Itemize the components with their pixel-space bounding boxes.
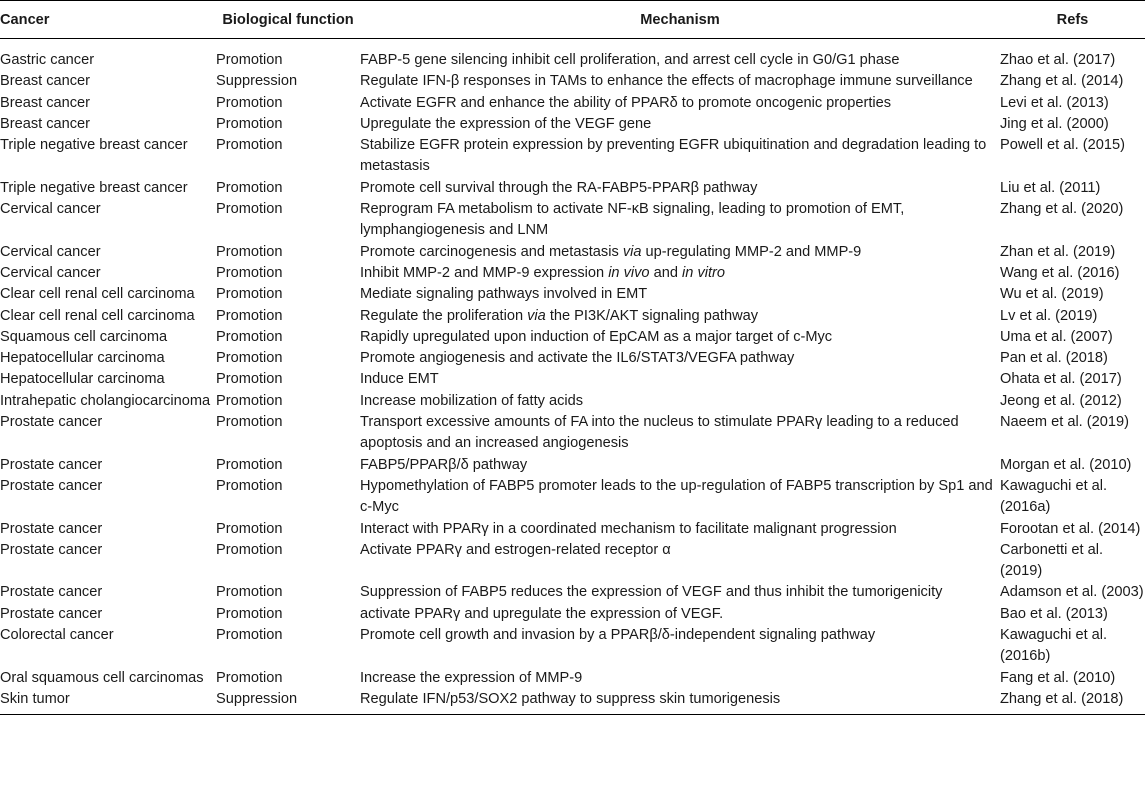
cell-mechanism: Regulate IFN/p53/SOX2 pathway to suppress skin tumorigenesis [360, 689, 1000, 715]
cell-mechanism: Hypomethylation of FABP5 promoter leads to the up-regulation of FABP5 transcription by Sp1 and c-Myc [360, 477, 993, 516]
cell-biological-function: Promotion [216, 94, 283, 111]
table-row [0, 284, 1145, 305]
cell-ref: Zhao et al. (2017) [1000, 52, 1116, 68]
cell-mechanism [360, 263, 1000, 284]
cell-mechanism [360, 306, 1000, 327]
mechanism-text: the PI3K/AKT signaling pathway [545, 307, 759, 324]
table-row [0, 540, 1145, 583]
cell-mechanism: Suppression of FABP5 reduces the expression of VEGF and thus inhibit the tumorigenicity [360, 584, 943, 601]
cell-biological-function: Promotion [216, 392, 283, 409]
mechanism-italic-text: via [527, 307, 546, 324]
mechanism-text: Regulate the proliferation [360, 307, 528, 324]
table-row [0, 391, 1145, 412]
cell-mechanism: Upregulate the expression of the VEGF gene [360, 115, 652, 132]
cell-cancer: Prostate cancer [0, 477, 103, 494]
header-row [0, 1, 1145, 39]
cell-mechanism: Interact with PPARγ in a coordinated mechanism to facilitate malignant progression [360, 520, 897, 537]
cell-ref: Zhan et al. (2019) [1000, 243, 1116, 260]
mechanism-text: and [649, 264, 683, 281]
cell-mechanism: Regulate IFN-β responses in TAMs to enhance the effects of macrophage immune surveillance [360, 73, 973, 90]
table-row [0, 519, 1145, 540]
table-row [0, 263, 1145, 284]
cell-ref: Levi et al. (2013) [1000, 94, 1109, 111]
table-row [0, 412, 1145, 455]
cell-biological-function: Promotion [216, 414, 283, 431]
table-row [0, 306, 1145, 327]
cell-ref: Adamson et al. (2003) [1000, 584, 1144, 601]
cell-cancer: Skin tumor [0, 689, 216, 715]
cell-biological-function: Promotion [216, 477, 283, 494]
cell-ref: Uma et al. (2007) [1000, 328, 1113, 345]
cell-biological-function: Promotion [216, 328, 283, 345]
cell-cancer: Cervical cancer [0, 201, 101, 218]
cell-cancer: Intrahepatic cholangiocarcinoma [0, 392, 211, 409]
cell-ref: Jeong et al. (2012) [1000, 392, 1122, 409]
table-row [0, 135, 1145, 178]
cell-ref: Zhang et al. (2020) [1000, 201, 1124, 218]
cell-biological-function: Promotion [216, 307, 283, 324]
cell-biological-function: Promotion [216, 371, 283, 388]
cell-ref: Kawaguchi et al. (2016a) [1000, 477, 1108, 516]
table-row [0, 604, 1145, 625]
table-row [0, 178, 1145, 199]
cell-cancer: Gastric cancer [0, 52, 95, 68]
cell-mechanism: Reprogram FA metabolism to activate NF-κB signaling, leading to promotion of EMT, lymphangiogenesis and LNM [360, 201, 905, 239]
cell-mechanism: Rapidly upregulated upon induction of EpCAM as a major target of c-Myc [360, 328, 833, 345]
cell-mechanism: Increase the expression of MMP-9 [360, 669, 583, 686]
cell-cancer: Oral squamous cell carcinomas [0, 669, 204, 686]
table-row [0, 455, 1145, 476]
cell-cancer: Breast cancer [0, 115, 91, 132]
cell-cancer: Cervical cancer [0, 243, 101, 260]
cell-cancer: Hepatocellular carcinoma [0, 371, 165, 388]
cell-biological-function: Promotion [216, 52, 283, 68]
cell-mechanism: Activate PPARγ and estrogen-related receptor α [360, 541, 671, 558]
cell-biological-function: Promotion [216, 627, 283, 644]
cell-mechanism: Transport excessive amounts of FA into the nucleus to stimulate PPARγ leading to a reduced apoptosis and an increased angiogenesis [360, 414, 959, 452]
cell-ref: Fang et al. (2010) [1000, 669, 1116, 686]
cell-biological-function: Suppression [216, 73, 298, 90]
table-row [0, 369, 1145, 390]
table-row [0, 93, 1145, 114]
table-row [0, 689, 1145, 715]
cell-ref: Ohata et al. (2017) [1000, 371, 1122, 388]
cell-ref: Naeem et al. (2019) [1000, 414, 1129, 431]
cell-cancer: Clear cell renal cell carcinoma [0, 307, 195, 324]
mechanism-italic-text: in vivo [608, 264, 650, 281]
table-row [0, 348, 1145, 369]
cell-biological-function: Promotion [216, 520, 283, 537]
table-row [0, 39, 1145, 72]
mechanism-text: Promote carcinogenesis and metastasis [360, 243, 623, 260]
cell-biological-function: Promotion [216, 456, 283, 473]
table-row [0, 71, 1145, 92]
cell-cancer: Cervical cancer [0, 264, 101, 281]
cell-mechanism: Mediate signaling pathways involved in EMT [360, 286, 648, 303]
cell-cancer: Prostate cancer [0, 520, 103, 537]
cell-cancer: Breast cancer [0, 73, 91, 90]
cell-ref: Powell et al. (2015) [1000, 137, 1125, 154]
cell-ref: Pan et al. (2018) [1000, 350, 1108, 367]
cell-ref: Carbonetti et al. (2019) [1000, 541, 1104, 580]
cell-mechanism [360, 242, 1000, 263]
table-header [0, 1, 1145, 39]
cell-cancer: Triple negative breast cancer [0, 179, 188, 196]
cell-ref: Bao et al. (2013) [1000, 605, 1108, 622]
table-row [0, 668, 1145, 689]
cell-mechanism: Promote cell growth and invasion by a PPARβ/δ-independent signaling pathway [360, 627, 876, 644]
cell-biological-function: Promotion [216, 264, 283, 281]
mechanism-italic-text: in vitro [682, 264, 726, 281]
cell-cancer: Prostate cancer [0, 541, 103, 558]
cell-ref: Morgan et al. (2010) [1000, 456, 1132, 473]
cell-biological-function: Promotion [216, 137, 283, 154]
cell-ref: Wang et al. (2016) [1000, 264, 1120, 281]
table-body [0, 39, 1145, 715]
mechanism-italic-text: via [622, 243, 642, 260]
cell-mechanism: Induce EMT [360, 371, 439, 388]
header-biological-function: Biological function [216, 1, 360, 39]
cell-mechanism: Activate EGFR and enhance the ability of PPARδ to promote oncogenic properties [360, 94, 892, 111]
cell-mechanism: FABP5/PPARβ/δ pathway [360, 456, 528, 473]
cell-ref: Jing et al. (2000) [1000, 115, 1109, 132]
table-row [0, 199, 1145, 242]
cell-cancer: Prostate cancer [0, 456, 103, 473]
header-refs: Refs [1000, 1, 1145, 39]
table-row [0, 476, 1145, 519]
cell-ref: Kawaguchi et al. (2016b) [1000, 627, 1108, 665]
table-row [0, 625, 1145, 668]
cell-biological-function: Promotion [216, 541, 283, 558]
cell-mechanism: Promote cell survival through the RA-FABP5-PPARβ pathway [360, 179, 758, 196]
cell-cancer: Squamous cell carcinoma [0, 328, 168, 345]
cell-biological-function: Promotion [216, 243, 283, 260]
table-row [0, 327, 1145, 348]
cell-biological-function: Promotion [216, 201, 283, 218]
cell-ref: Zhang et al. (2014) [1000, 73, 1124, 90]
table-row [0, 242, 1145, 263]
table-row [0, 582, 1145, 603]
cell-cancer: Colorectal cancer [0, 627, 114, 644]
cell-mechanism: FABP-5 gene silencing inhibit cell proliferation, and arrest cell cycle in G0/G1 phase [360, 52, 900, 68]
cell-ref: Wu et al. (2019) [1000, 286, 1104, 303]
cell-mechanism: Promote angiogenesis and activate the IL6/STAT3/VEGFA pathway [360, 350, 795, 367]
cell-mechanism: Increase mobilization of fatty acids [360, 392, 584, 409]
cell-ref: Zhang et al. (2018) [1000, 689, 1145, 715]
header-mechanism: Mechanism [360, 1, 1000, 39]
cell-cancer: Hepatocellular carcinoma [0, 350, 165, 367]
cell-ref: Forootan et al. (2014) [1000, 520, 1141, 537]
cell-mechanism: Stabilize EGFR protein expression by preventing EGFR ubiquitination and degradation leading to metastasis [360, 137, 987, 175]
cell-cancer: Breast cancer [0, 94, 91, 111]
mechanism-text: Inhibit MMP-2 and MMP-9 expression [360, 264, 609, 281]
cell-ref: Liu et al. (2011) [1000, 179, 1101, 196]
cell-biological-function: Promotion [216, 605, 283, 622]
cell-ref: Lv et al. (2019) [1000, 307, 1098, 324]
cell-biological-function: Promotion [216, 584, 283, 601]
header-cancer: Cancer [0, 1, 216, 39]
mechanism-text: up-regulating MMP-2 and MMP-9 [641, 243, 862, 260]
table-row [0, 114, 1145, 135]
cell-cancer: Triple negative breast cancer [0, 137, 188, 154]
cell-cancer: Prostate cancer [0, 584, 103, 601]
cell-cancer: Clear cell renal cell carcinoma [0, 286, 195, 303]
cell-biological-function: Promotion [216, 115, 283, 132]
cell-biological-function: Promotion [216, 669, 283, 686]
cell-biological-function: Promotion [216, 350, 283, 367]
cell-biological-function: Suppression [216, 689, 360, 715]
cell-mechanism: activate PPARγ and upregulate the expression of VEGF. [360, 605, 724, 622]
cell-biological-function: Promotion [216, 286, 283, 303]
cell-biological-function: Promotion [216, 179, 283, 196]
cell-cancer: Prostate cancer [0, 414, 103, 431]
cell-cancer: Prostate cancer [0, 605, 103, 622]
